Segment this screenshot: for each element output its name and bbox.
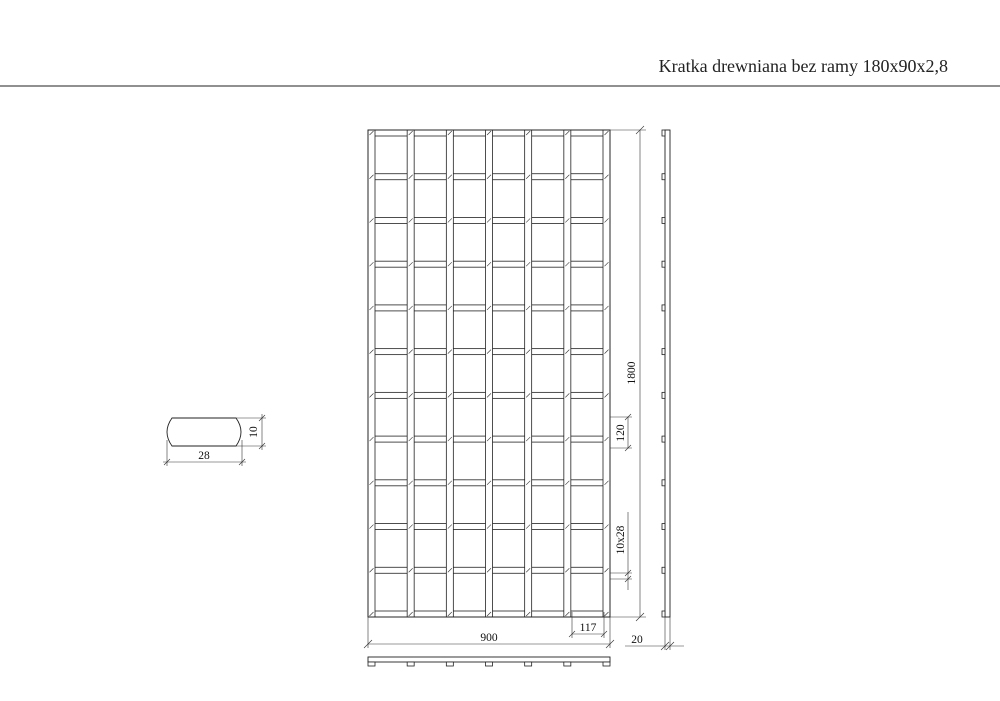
bottom-view-slat-ends	[368, 662, 610, 666]
bottom-view-slat-end	[603, 662, 610, 666]
side-view-slat-end	[662, 174, 665, 180]
thickness-dimension-label: 20	[631, 634, 643, 646]
bottom-view-slat-end	[368, 662, 375, 666]
side-view-slat-end	[662, 217, 665, 223]
height-dimension-label: 1800	[626, 361, 638, 385]
vertical-slat	[525, 130, 532, 617]
slat-section-dimension-label: 10x28	[615, 525, 627, 555]
side-view-slat-end	[662, 480, 665, 486]
slat-profile-detail	[163, 414, 266, 466]
vertical-slats	[368, 130, 610, 617]
bottom-view-slat-end	[525, 662, 532, 666]
side-view-slat-end	[662, 611, 665, 617]
side-view-slat-end	[662, 261, 665, 267]
lattice-front-view	[368, 130, 610, 617]
side-view-slat-end	[662, 305, 665, 311]
vertical-slat	[407, 130, 414, 617]
side-view-slat-end	[662, 349, 665, 355]
width-dimension	[364, 617, 614, 648]
profile-height-label: 10	[248, 426, 260, 438]
vertical-slat	[603, 130, 610, 617]
vertical-slat	[446, 130, 453, 617]
vertical-slat	[486, 130, 493, 617]
width-dimension-label: 900	[480, 632, 498, 644]
spacing-dimension	[610, 414, 632, 451]
slat-gap-dimension-label: 117	[579, 622, 597, 634]
bottom-view-board	[368, 657, 610, 662]
lattice-bottom-view	[368, 657, 610, 666]
side-view-slat-ends	[662, 130, 665, 617]
thickness-dimension	[625, 617, 684, 650]
side-view-board	[665, 130, 670, 617]
vertical-slat	[368, 130, 375, 617]
bottom-view-slat-end	[407, 662, 414, 666]
side-view-slat-end	[662, 524, 665, 530]
vertical-slat	[564, 130, 571, 617]
bottom-view-slat-end	[446, 662, 453, 666]
side-view-slat-end	[662, 392, 665, 398]
bottom-view-slat-end	[564, 662, 571, 666]
drawing-title: Kratka drewniana bez ramy 180x90x2,8	[658, 56, 948, 76]
side-view-slat-end	[662, 436, 665, 442]
side-view-slat-end	[662, 567, 665, 573]
side-view-slat-end	[662, 130, 665, 136]
slat-section-dimension	[610, 512, 632, 590]
spacing-dimension-label: 120	[615, 424, 627, 442]
lattice-side-view	[662, 130, 670, 617]
profile-width-label: 28	[198, 450, 210, 462]
bottom-view-slat-end	[486, 662, 493, 666]
slat-profile-shape	[167, 418, 241, 446]
